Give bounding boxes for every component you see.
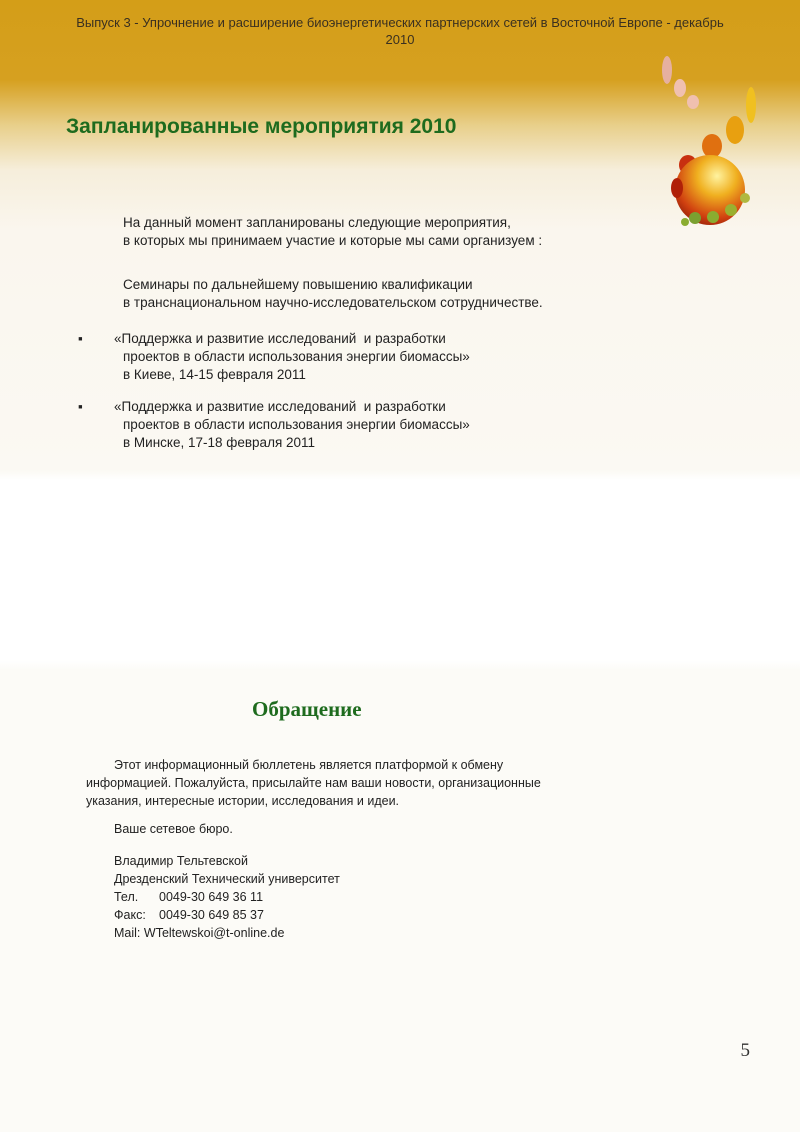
text-line: проектов в области использования энергии биомассы» <box>123 349 470 364</box>
intro-paragraph <box>123 214 542 250</box>
phone-label: Тел. <box>114 890 139 904</box>
text-line: «Поддержка и развитие исследований и разработки <box>114 399 446 414</box>
page-title: Запланированные мероприятия 2010 <box>66 115 457 138</box>
contact-name: Владимир Тельтевской <box>114 854 248 868</box>
text-line: в которых мы принимаем участие и которые мы сами организуем : <box>123 233 543 248</box>
running-header <box>40 14 760 48</box>
text-line: «Поддержка и развитие исследований и разработки <box>114 331 446 346</box>
seminars-paragraph <box>123 276 543 312</box>
contact-mail <box>114 924 340 942</box>
appeal-heading: Обращение <box>252 697 362 721</box>
header-year: 2010 <box>385 32 415 47</box>
text-line: в транснациональном научно-исследовательском сотрудничестве. <box>123 295 543 310</box>
fax-label: Факс: <box>114 908 146 922</box>
contact-phone <box>114 888 340 906</box>
bioenergy-logo <box>655 50 765 235</box>
text-line: проектов в области использования энергии биомассы» <box>123 417 470 432</box>
contact-organization: Дрезденский Технический университет <box>114 872 340 886</box>
text-line: Семинары по дальнейшему повышению квалификации <box>123 277 473 292</box>
text-line: На данный момент запланированы следующие мероприятия, <box>123 215 511 230</box>
fax-value: 0049-30 649 85 37 <box>159 908 264 922</box>
event-date: в Минске, 17-18 февраля 2011 <box>123 435 316 450</box>
phone-value: 0049-30 649 36 11 <box>159 890 264 904</box>
bullet-icon: ▪ <box>78 399 83 414</box>
page-number: 5 <box>740 1040 750 1061</box>
event-date: в Киеве, 14-15 февраля 2011 <box>123 367 306 382</box>
mail-label: Mail: <box>114 926 141 940</box>
signature: Ваше сетевое бюро. <box>114 822 233 836</box>
appeal-text: Этот информационный бюллетень является платформой к обмену информацией. Пожалуйста, присылайте нам ваши новости, организационные указания, интересные истории, исследования и идеи. <box>86 758 541 808</box>
contact-fax <box>114 906 340 924</box>
mail-link[interactable]: WTeltewskoi@t-online.de <box>143 926 285 940</box>
bullet-icon: ▪ <box>78 331 83 346</box>
header-line: Выпуск 3 - Упрочнение и расширение биоэнергетических партнерских сетей в Восточной Европе - декабрь <box>76 15 724 30</box>
contact-block <box>114 852 340 942</box>
